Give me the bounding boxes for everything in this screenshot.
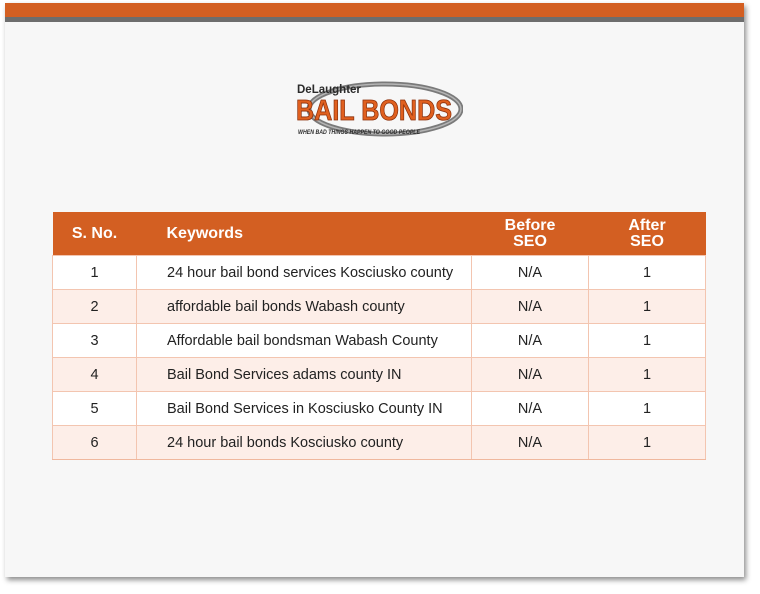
cell-before-seo: N/A (472, 426, 589, 460)
table-row (53, 426, 706, 460)
cell-keyword: Bail Bond Services in Kosciusko County IN (137, 392, 472, 426)
cell-after-seo: 1 (589, 324, 706, 358)
table-row (53, 290, 706, 324)
cell-sno: 3 (53, 324, 137, 358)
top-accent-bar (5, 3, 744, 17)
header-after-line2: SEO (630, 232, 664, 250)
cell-before-seo: N/A (472, 392, 589, 426)
header-before-seo (472, 212, 589, 256)
cell-after-seo: 1 (589, 358, 706, 392)
logo-graphic (293, 79, 463, 141)
header-before-line2: SEO (513, 232, 547, 250)
slide (5, 3, 744, 577)
cell-before-seo: N/A (472, 324, 589, 358)
header-after-seo (589, 212, 706, 256)
header-sno: S. No. (53, 212, 137, 256)
cell-keyword: 24 hour bail bonds Kosciusko county (137, 426, 472, 460)
cell-keyword: affordable bail bonds Wabash county (137, 290, 472, 324)
table-row (53, 256, 706, 290)
cell-before-seo: N/A (472, 290, 589, 324)
table-row (53, 358, 706, 392)
cell-keyword: Affordable bail bondsman Wabash County (137, 324, 472, 358)
company-logo (293, 79, 463, 141)
logo-brand-main: BAIL BONDS (296, 95, 452, 127)
cell-sno: 6 (53, 426, 137, 460)
header-after-line1: After (628, 216, 666, 234)
cell-after-seo: 1 (589, 426, 706, 460)
table-row (53, 392, 706, 426)
cell-sno: 2 (53, 290, 137, 324)
cell-keyword: Bail Bond Services adams county IN (137, 358, 472, 392)
logo-tagline: WHEN BAD THINGS HAPPEN TO GOOD PEOPLE (298, 130, 421, 136)
keyword-ranking-table (52, 212, 706, 460)
cell-after-seo: 1 (589, 290, 706, 324)
table-header-row (53, 212, 706, 256)
header-keywords: Keywords (137, 212, 472, 256)
cell-sno: 4 (53, 358, 137, 392)
cell-sno: 1 (53, 256, 137, 290)
table-row (53, 324, 706, 358)
cell-before-seo: N/A (472, 256, 589, 290)
seo-keyword-table (52, 212, 705, 460)
header-before-line1: Before (504, 216, 556, 234)
cell-keyword: 24 hour bail bond services Kosciusko county (137, 256, 472, 290)
logo-brand-top: DeLaughter (297, 84, 361, 96)
cell-after-seo: 1 (589, 256, 706, 290)
cell-after-seo: 1 (589, 392, 706, 426)
cell-before-seo: N/A (472, 358, 589, 392)
top-gray-bar (5, 17, 744, 22)
cell-sno: 5 (53, 392, 137, 426)
